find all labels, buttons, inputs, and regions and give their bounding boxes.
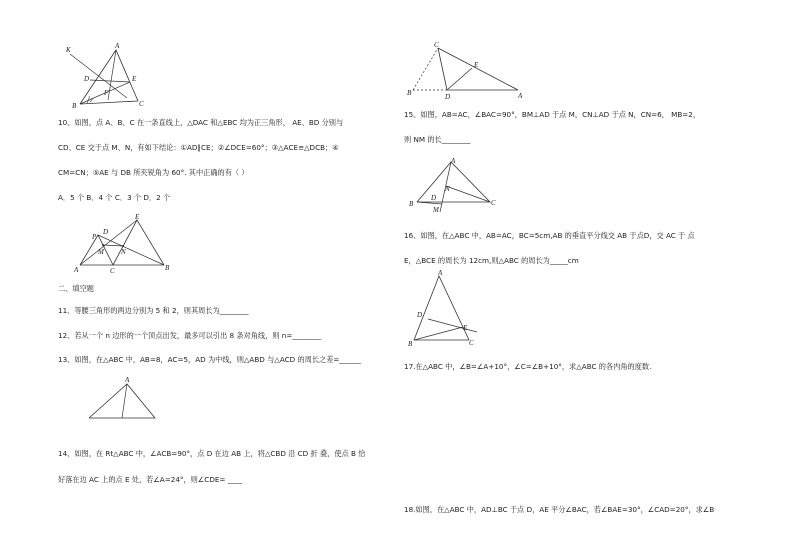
label-A: A	[115, 42, 120, 50]
q15-line2: 则 NM 的长________	[404, 135, 471, 144]
q17: 17.在△ABC 中，∠B=∠A+10°，∠C=∠B+10°，求△ABC 的各内角的度数.	[404, 362, 652, 371]
q10-line2: CD、CE 交于点 M、N，有如下结论：①AD∥CE；②∠DCE=60°；③△ACE≌△DCB；④	[58, 143, 339, 152]
label-E: E	[135, 213, 140, 221]
figure-q14-fold	[405, 40, 525, 104]
label-D: D	[103, 228, 109, 236]
label-N: N	[121, 248, 126, 256]
label-A: A	[74, 266, 79, 274]
q14-line2: 好落在边 AC 上的点 E 处，若∠A=24°，则∠CDE= ____	[58, 475, 243, 484]
q13: 13、如图，在△ABC 中，AB=8，AC=5，AD 为中线，则△ABD 与△ACD 的周长之差=______	[58, 355, 361, 364]
label-C: C	[110, 267, 115, 275]
label-E: E	[132, 75, 137, 83]
label-E: E	[463, 324, 468, 332]
figure-q15-triangle	[405, 154, 515, 218]
label-C: C	[469, 339, 474, 347]
figure-q9-triangle	[60, 40, 160, 110]
label-F: F	[104, 89, 109, 97]
label-M: M	[433, 206, 439, 214]
label-A: A	[518, 92, 523, 100]
section-fill-in-title: 二、填空题	[58, 284, 94, 293]
label-B: B	[408, 340, 413, 348]
label-D: D	[445, 93, 451, 101]
label-P: P	[92, 233, 97, 241]
q16-line1: 16、如图，在△ABC 中，AB=AC，BC=5cm,AB 的垂直平分线交 AB 于点D，交 AC 于 点	[404, 231, 695, 240]
label-A: A	[451, 157, 456, 165]
q15-line1: 15、如图，AB=AC，∠BAC=90°，BM⊥AD 于点 M，CN⊥AD 于点 N，CN=6， MB=2，	[404, 110, 701, 119]
label-N: N	[445, 185, 450, 193]
q12: 12、若从一个 n 边形的一个顶点出发，最多可以引出 8 条对角线，则 n=________	[58, 331, 322, 340]
q10-line3: CM=CN；⑤AE 与 DB 所夹锐角为 60°. 其中正确的有（ ）	[58, 168, 249, 177]
label-C: C	[434, 41, 439, 49]
q11: 11、等腰三角形的两边分别为 5 和 2，则其周长为________	[58, 306, 249, 315]
label-E: E	[474, 61, 479, 69]
label-B: B	[407, 89, 412, 97]
q16-line2: E，△BCE 的周长为 12cm,则△ABC 的周长为_____cm	[404, 256, 579, 265]
label-K: K	[66, 46, 71, 54]
label-D: D	[431, 194, 437, 202]
label-A: A	[438, 269, 443, 277]
figure-q10-triangles	[70, 212, 180, 274]
label-B: B	[72, 102, 77, 110]
label-M: M	[98, 248, 104, 256]
figure-q16-triangle	[405, 270, 485, 348]
q18: 18.如图，在△ABC 中，AD⊥BC 于点 D，AE 平分∠BAC，若∠BAE=30°，∠CAD=20°，求∠B	[404, 505, 715, 514]
label-C: C	[491, 199, 496, 207]
q10-options: A．5 个 B．4 个 C．3 个 D．2 个	[58, 193, 171, 202]
q10-line1: 10、如图，点 A、B、C 在一条直线上，△DAC 和△EBC 均为正三角形， AE、BD 分别与	[58, 118, 344, 127]
figure-q13-triangle	[85, 375, 165, 425]
label-D: D	[417, 311, 423, 319]
label-C: C	[139, 100, 144, 108]
label-A: A	[125, 376, 130, 384]
label-B: B	[409, 200, 414, 208]
label-B: B	[165, 264, 170, 272]
label-D: D	[84, 75, 90, 83]
q14-line1: 14、如图，在 Rt△ABC 中，∠ACB=90°，点 D 在边 AB 上，将△CBD 沿 CD 折 叠，使点 B 恰	[58, 449, 366, 458]
